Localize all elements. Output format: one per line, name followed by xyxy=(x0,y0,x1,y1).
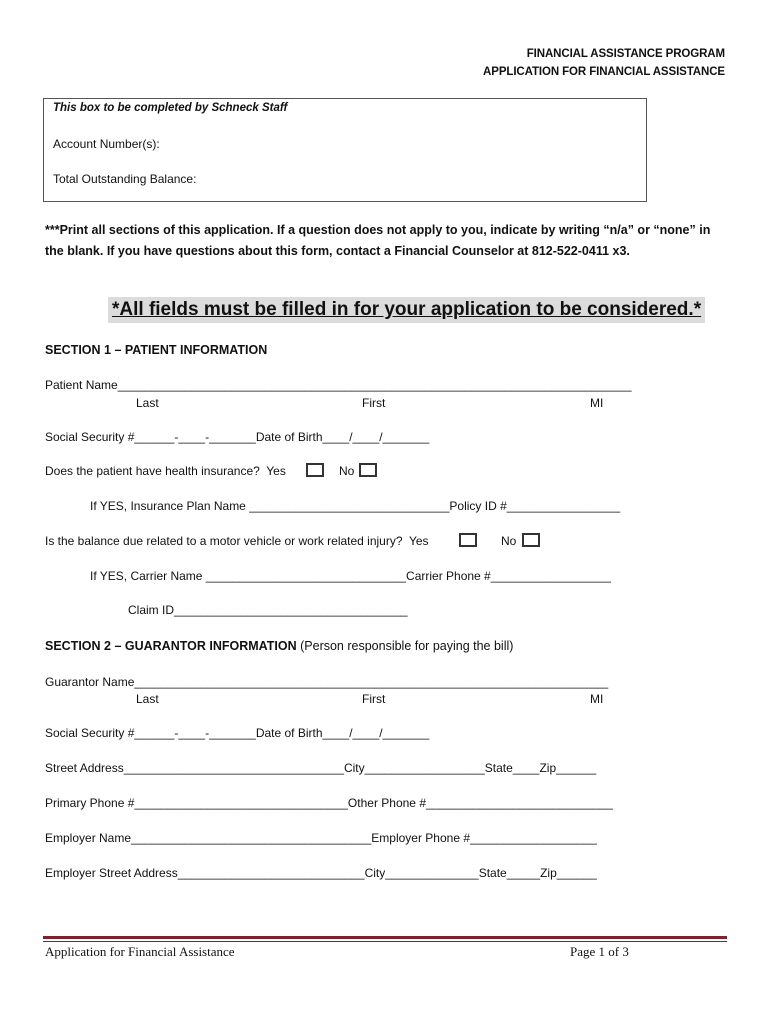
phone-fields[interactable]: Primary Phone #________________________________Other Phone #____________________________ xyxy=(45,796,613,810)
program-title: FINANCIAL ASSISTANCE PROGRAM xyxy=(526,48,725,60)
employer-field[interactable]: Employer Name____________________________________Employer Phone #___________________ xyxy=(45,831,597,845)
guarantor-first-label: First xyxy=(362,692,386,706)
street-address-field[interactable]: Street Address_________________________________City__________________State____Zip______ xyxy=(45,761,597,775)
employer-address-field[interactable]: Employer Street Address____________________________City______________State_____Zip______ xyxy=(45,866,597,880)
injury-no-label: No xyxy=(501,534,517,548)
staff-box-title: This box to be completed by Schneck Staff xyxy=(53,102,288,114)
injury-yes-checkbox[interactable] xyxy=(459,533,477,547)
instructions: ***Print all sections of this application. If a question does not apply to you, indicate by writing “n/a” or “none” in the blank. If you have questions about this form, contact a Financial Counselor at 812-522-0411 x3. xyxy=(45,223,711,258)
guarantor-name-field[interactable]: Guarantor Name_______________________________________________________________________ xyxy=(45,675,609,689)
required-fields-banner: *All fields must be filled in for your application to be considered.* xyxy=(108,297,705,323)
guarantor-mi-label: MI xyxy=(590,692,604,706)
patient-first-label: First xyxy=(362,396,386,410)
account-number-label: Account Number(s): xyxy=(53,137,160,151)
carrier-field[interactable]: If YES, Carrier Name ______________________________Carrier Phone #__________________ xyxy=(90,569,611,583)
page-number: Page 1 of 3 xyxy=(570,944,629,959)
insurance-no-label: No xyxy=(339,464,355,478)
claim-id-field[interactable]: Claim ID___________________________________ xyxy=(128,603,408,617)
staff-box xyxy=(43,98,647,202)
injury-question: Is the balance due related to a motor vehicle or work related injury? Yes xyxy=(45,534,429,548)
health-insurance-question: Does the patient have health insurance? Yes xyxy=(45,464,286,478)
section2-title-text: SECTION 2 – GUARANTOR INFORMATION xyxy=(45,639,297,653)
patient-mi-label: MI xyxy=(590,396,604,410)
patient-name-field[interactable]: Patient Name_____________________________________________________________________________ xyxy=(45,378,632,392)
form-title: APPLICATION FOR FINANCIAL ASSISTANCE xyxy=(483,66,725,78)
section2-subtitle: (Person responsible for paying the bill) xyxy=(296,639,514,653)
patient-ssn-dob-field[interactable]: Social Security #______-____-_______Date of Birth____/____/_______ xyxy=(45,430,430,444)
insurance-yes-checkbox[interactable] xyxy=(306,463,324,477)
footer-rule xyxy=(43,936,727,939)
footer-rule-thin xyxy=(43,941,727,942)
patient-last-label: Last xyxy=(136,396,159,410)
guarantor-last-label: Last xyxy=(136,692,159,706)
section2-title xyxy=(45,639,513,653)
insurance-plan-field[interactable]: If YES, Insurance Plan Name ______________________________Policy ID #_________________ xyxy=(90,499,621,513)
footer-title: Application for Financial Assistance xyxy=(45,944,235,959)
injury-no-checkbox[interactable] xyxy=(522,533,540,547)
insurance-no-checkbox[interactable] xyxy=(359,463,377,477)
guarantor-ssn-dob-field[interactable]: Social Security #______-____-_______Date of Birth____/____/_______ xyxy=(45,726,430,740)
outstanding-balance-label: Total Outstanding Balance: xyxy=(53,172,197,186)
section1-title: SECTION 1 – PATIENT INFORMATION xyxy=(45,343,268,357)
